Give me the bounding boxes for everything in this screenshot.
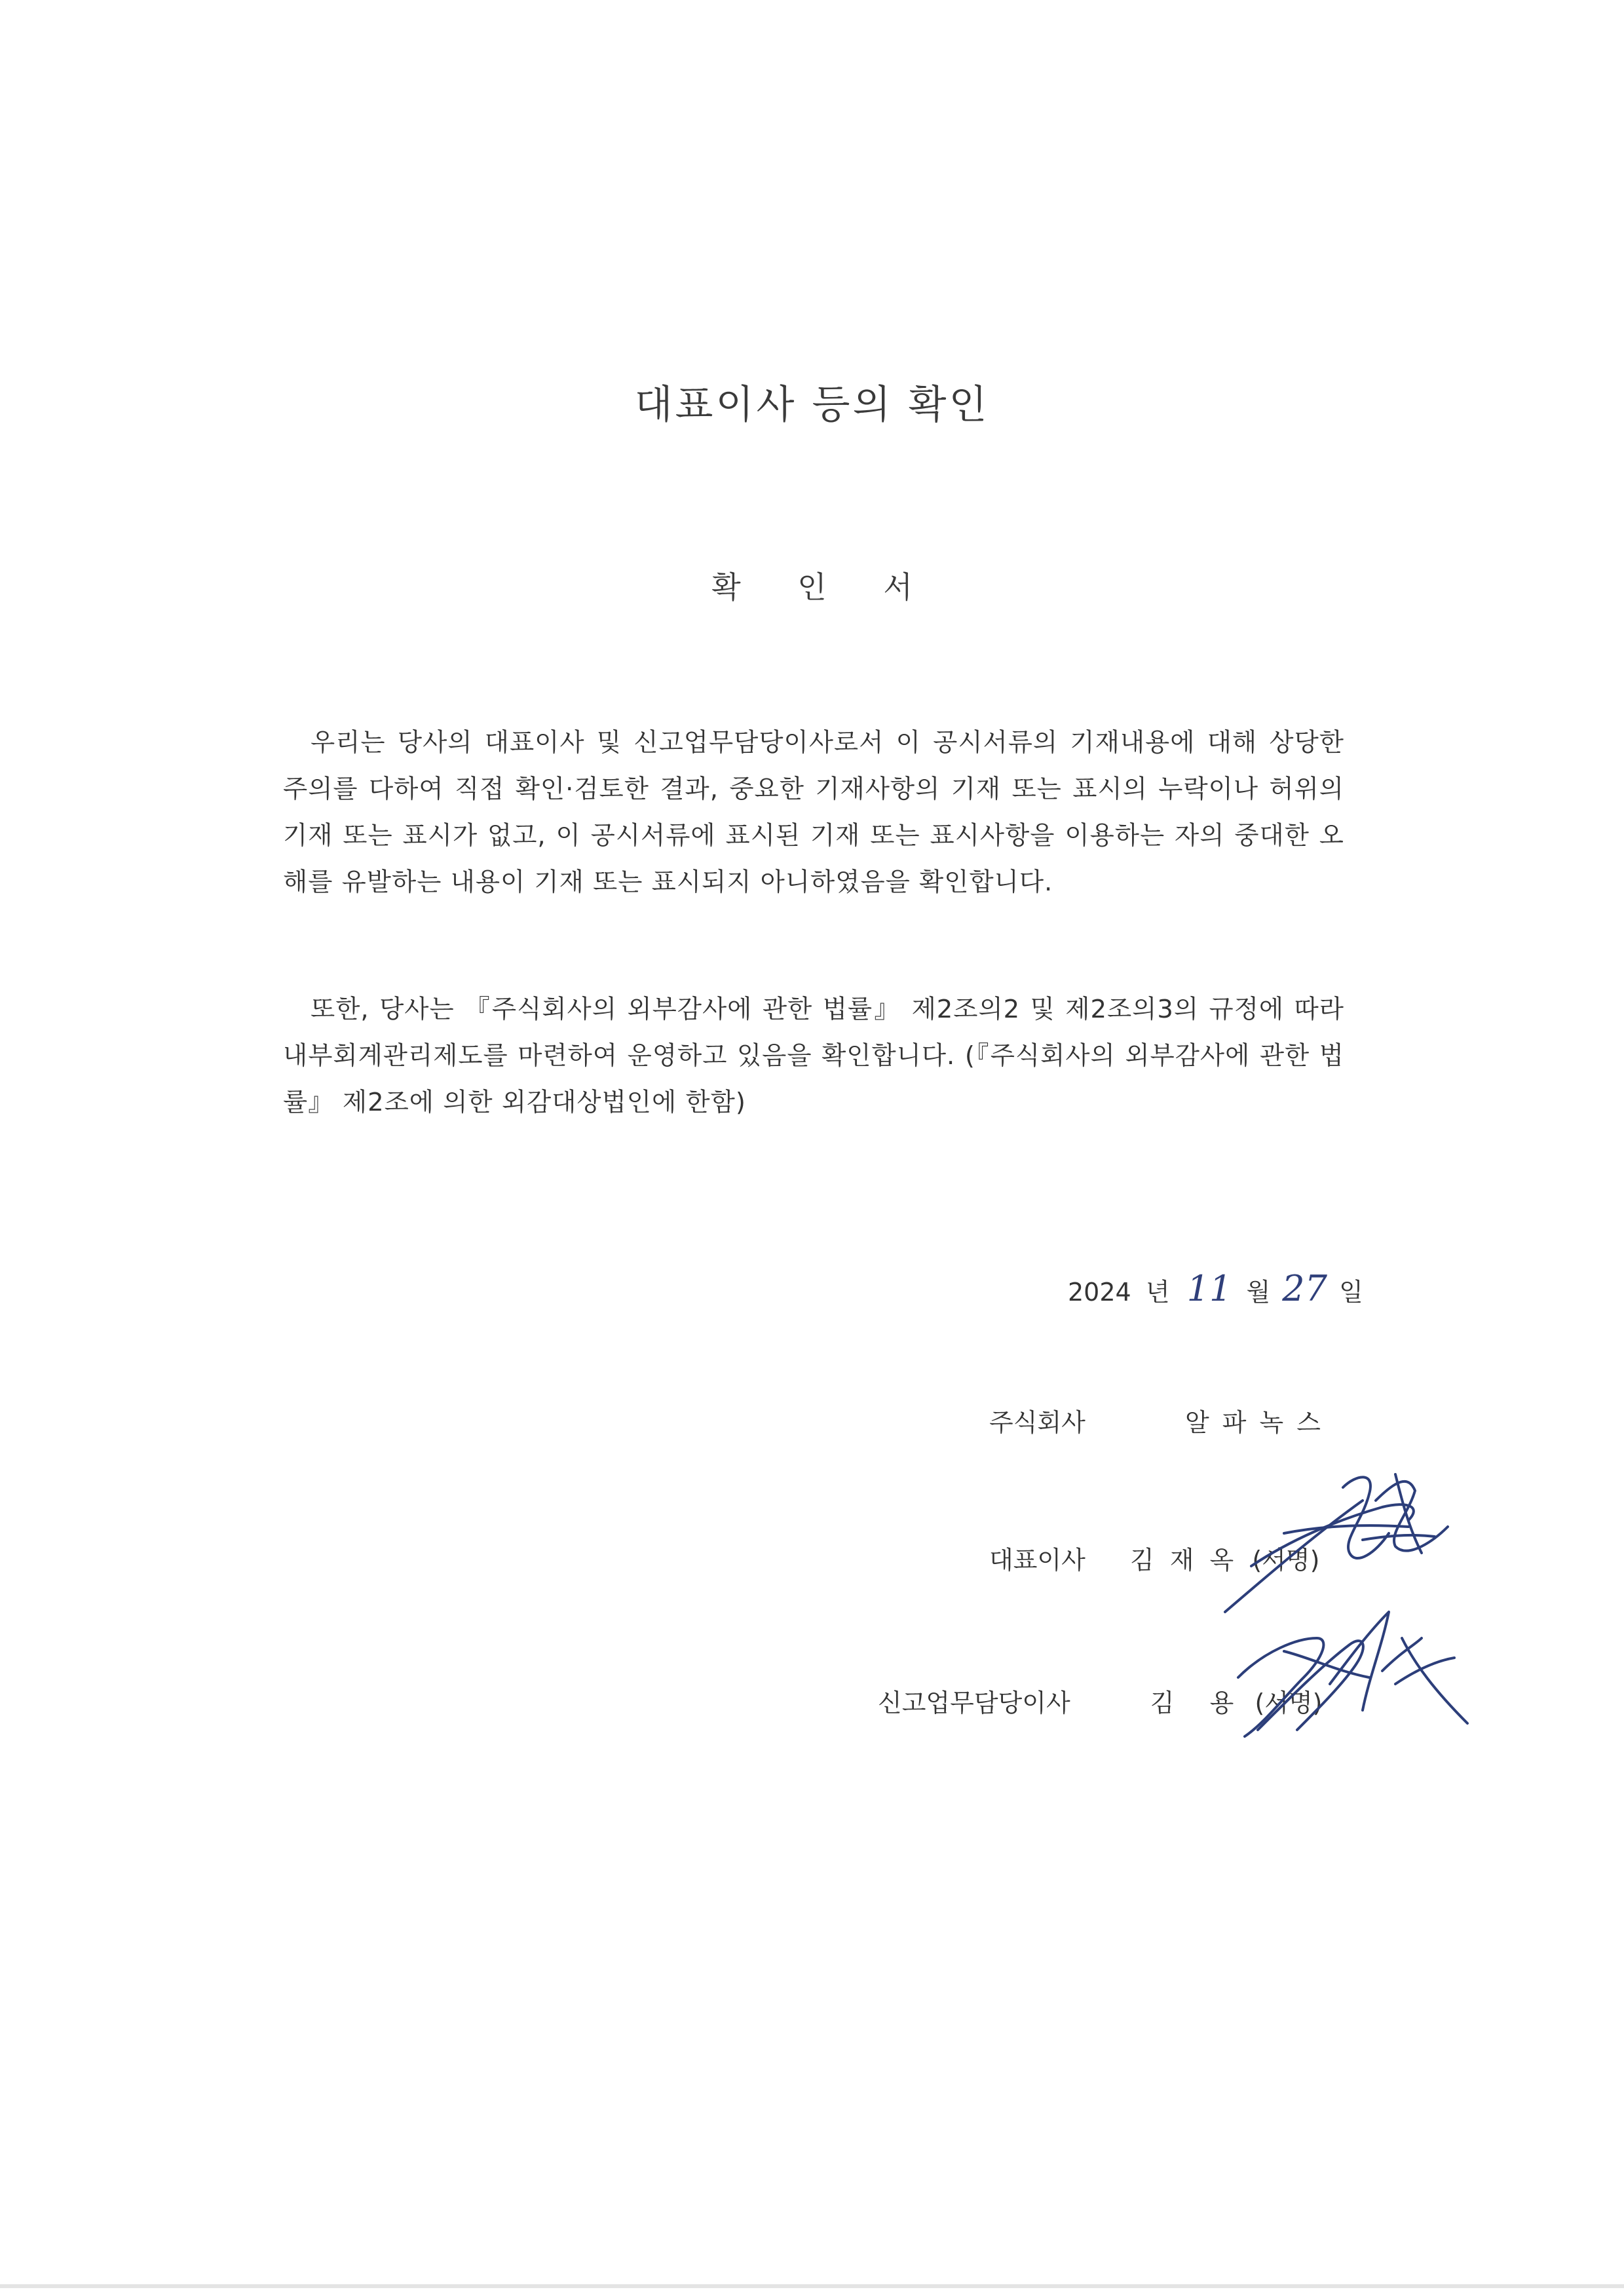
- officer-sign-note: (서명): [1255, 1689, 1323, 1717]
- officer-signature: [1218, 1599, 1494, 1756]
- officer-name: 김 용: [1150, 1689, 1241, 1717]
- date-day-handwritten: 27: [1282, 1268, 1327, 1309]
- scan-bottom-edge: [0, 2284, 1624, 2288]
- ceo-name: 김 재 옥: [1129, 1546, 1238, 1575]
- internal-control-paragraph: 또한, 당사는 『주식회사의 외부감사에 관한 법률』 제2조의2 및 제2조의3의 규정에 따라 내부회계관리제도를 마련하여 운영하고 있음을 확인합니다. (『주식회사의 외부감사에 관한 법률』 제2조에 의한 외감대상법인에 한함): [283, 995, 1344, 1117]
- ceo-title: 대표이사: [989, 1546, 1086, 1575]
- company-label: 주식회사: [989, 1408, 1086, 1437]
- date-year-unit: 년: [1145, 1278, 1170, 1307]
- date-day-unit: 일: [1339, 1278, 1363, 1307]
- date-year: 2024: [1068, 1278, 1131, 1307]
- date-month-handwritten: 11: [1186, 1268, 1232, 1309]
- ceo-sign-note: (서명): [1252, 1546, 1320, 1575]
- disclosure-officer-row: [878, 1683, 1323, 1719]
- document-subtitle: 확 인 서: [711, 569, 936, 605]
- page-title: 대표이사 등의 확인: [634, 382, 990, 428]
- date-line: [1068, 1268, 1363, 1309]
- company-name: 알 파 녹 스: [1184, 1408, 1324, 1437]
- ceo-row: [989, 1540, 1319, 1576]
- company-row: [989, 1402, 1323, 1438]
- date-month-unit: 월: [1246, 1278, 1271, 1307]
- officer-title: 신고업무담당이사: [878, 1689, 1070, 1717]
- confirmation-paragraph: 우리는 당사의 대표이사 및 신고업무담당이사로서 이 공시서류의 기재내용에 대해 상당한 주의를 다하여 직접 확인·검토한 결과, 중요한 기재사항의 기재 또는 표시의 누락이나 허위의 기재 또는 표시가 없고, 이 공시서류에 표시된 기재 또는 표시사항을 이용하는 자의 중대한 오해를 유발하는 내용이 기재 또는 표시되지 아니하였음을 확인합니다.: [283, 728, 1344, 897]
